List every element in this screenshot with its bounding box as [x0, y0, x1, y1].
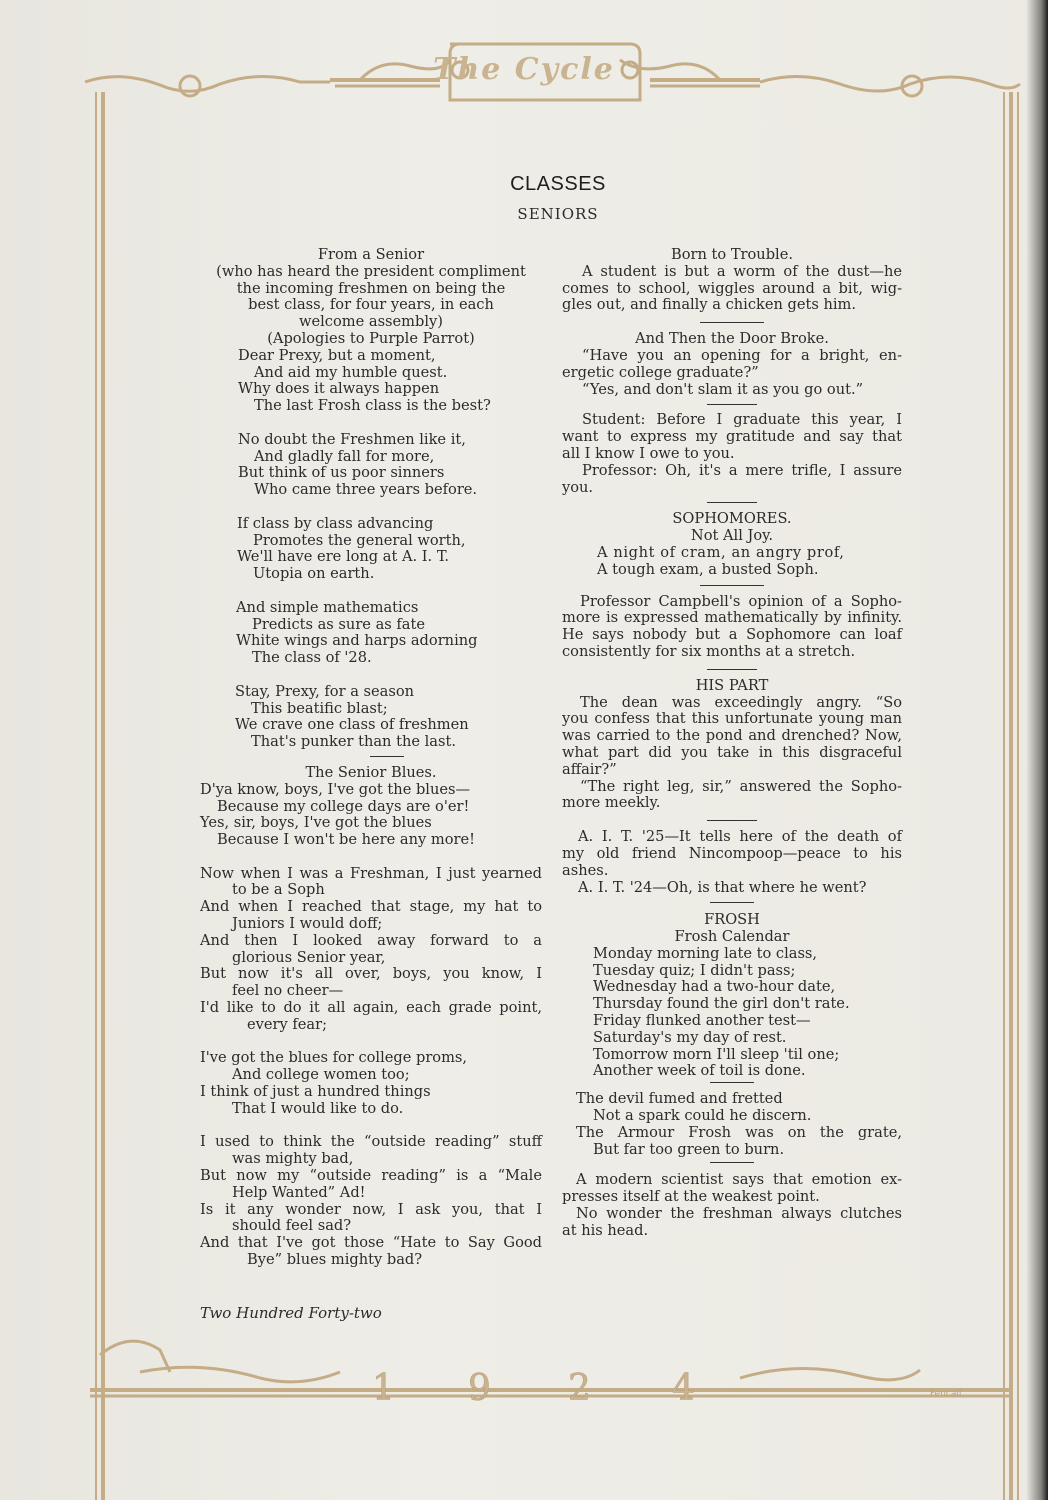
artist-signature: Fencall [930, 1389, 962, 1399]
prose-line: “The right leg, sir,” answered the Sopho- [580, 777, 902, 795]
verse-line: glorious Senior year, [232, 948, 386, 966]
intro-line: (Apologies to Purple Parrot) [267, 329, 475, 347]
poem-heading-senior-blues: The Senior Blues. [305, 763, 437, 781]
subheading-not-all-joy: Not All Joy. [690, 527, 774, 545]
prose-line: you confess that this unfortunate young man [562, 710, 902, 728]
verse-line: The devil fumed and fretted [576, 1090, 783, 1108]
prose-line: you. [562, 478, 594, 496]
frosh-calendar [562, 946, 902, 1080]
verse-line: Promotes the general worth, [253, 531, 466, 549]
prose-line: all I know I owe to you. [562, 444, 735, 462]
prose-line: He says nobody but a Sophomore can loaf [562, 626, 902, 644]
verse-line: Another week of toil is done. [593, 1062, 806, 1080]
prose-line: presses itself at the weakest point. [562, 1188, 820, 1206]
verse-line: That's punker than the last. [251, 733, 456, 751]
verse-line: Who came three years before. [254, 481, 478, 499]
prose-line: “Have you an opening for a bright, en- [582, 346, 902, 364]
verse-line: And that I've got those “Hate to Say Good [200, 1234, 542, 1252]
right-column [562, 247, 902, 1240]
prose-line: want to express my gratitude and say that [562, 428, 902, 446]
verse-line: I think of just a hundred things [200, 1083, 431, 1101]
verse-line: feel no cheer— [232, 982, 344, 1000]
verse-line: We crave one class of freshmen [235, 716, 469, 734]
intro-line: welcome assembly) [299, 313, 443, 331]
verse-line: should feel sad? [232, 1217, 352, 1235]
verse-line: And then I looked away forward to a [200, 931, 542, 949]
prose-line: was carried to the pond and drenched? Now, [562, 727, 902, 745]
verse-line: Tomorrow morn I'll sleep 'til one; [593, 1045, 840, 1063]
intro-line: best class, for four years, in each [248, 296, 494, 314]
verse-line: I used to think the “outside reading” stuff [200, 1133, 542, 1151]
verse-line: Predicts as sure as fate [252, 615, 426, 633]
prose-line: affair?” [562, 760, 617, 778]
verse-line: Bye” blues mighty bad? [247, 1251, 423, 1269]
verse-line: But now it's all over, boys, you know, I [200, 965, 542, 983]
prose-line: ergetic college graduate?” [562, 363, 759, 381]
verse-line: And aid my humble quest. [254, 363, 448, 381]
verse-line: And simple mathematics [236, 598, 419, 616]
stanza [200, 432, 542, 499]
prose-line: consistently for six months at a stretch. [562, 642, 856, 660]
year-digit-2: 9 [468, 1368, 491, 1409]
heading-frosh: FROSH [704, 911, 760, 929]
verse-line: Juniors I would doff; [232, 915, 383, 933]
verse-line: No doubt the Freshmen like it, [238, 430, 466, 448]
devil-poem [562, 1091, 902, 1158]
prose-line: A. I. T. '24—Oh, is that where he went? [578, 878, 867, 896]
verse-line: D'ya know, boys, I've got the blues— [200, 780, 471, 798]
section-divider [710, 902, 754, 903]
prose-line: at his head. [562, 1221, 649, 1239]
verse-line: Now when I was a Freshman, I just yearned [200, 864, 542, 882]
section-divider [710, 1082, 754, 1083]
prose-line: ashes. [562, 861, 609, 879]
verse-line: A tough exam, a busted Soph. [597, 560, 819, 578]
prose-line: more meekly. [562, 794, 661, 812]
prose-line: comes to school, wiggles around a bit, wig- [562, 279, 902, 297]
publication-title: The Cycle [433, 52, 615, 87]
verse-line: This beatific blast; [251, 699, 388, 717]
verse-line: was mighty bad, [232, 1150, 354, 1168]
verse-line: White wings and harps adorning [236, 632, 478, 650]
verse-line: Wednesday had a two-hour date, [593, 978, 836, 996]
verse-line: Dear Prexy, but a moment, [238, 346, 436, 364]
prose-line: The dean was exceedingly angry. “So [580, 693, 902, 711]
verse-line: Because my college days are o'er! [217, 797, 470, 815]
heading-sophomores: SOPHOMORES. [672, 510, 792, 528]
prose-line: No wonder the freshman always clutches [576, 1205, 902, 1223]
verse-line: Tuesday quiz; I didn't pass; [593, 961, 796, 979]
verse-line: Help Wanted” Ad! [232, 1183, 366, 1201]
verse-line: Thursday found the girl don't rate. [593, 995, 850, 1013]
stanza [200, 600, 542, 667]
section-divider [707, 669, 757, 670]
page-title: CLASSES [510, 173, 606, 195]
verse-line: The last Frosh class is the best? [254, 397, 491, 415]
section-divider [700, 322, 764, 323]
intro-line: (who has heard the president compliment [216, 262, 526, 280]
verse-line: A night of cram, an angry prof, [597, 543, 845, 561]
verse-line: That I would like to do. [232, 1099, 404, 1117]
section-divider [707, 502, 757, 503]
prose-line: Student: Before I graduate this year, I [582, 411, 902, 429]
prose-line: gles out, and finally a chicken gets him. [562, 296, 857, 314]
binding-shadow [1026, 0, 1048, 1500]
stanza [200, 516, 542, 583]
verse-line: If class by class advancing [237, 514, 434, 532]
prose-line: my old friend Nincompoop—peace to his [562, 844, 902, 862]
prose-line: what part did you take in this disgraceful [562, 743, 902, 761]
heading-his-part: HIS PART [695, 676, 769, 694]
prose-line: A. I. T. '25—It tells here of the death of [578, 828, 902, 846]
verse-line: The Armour Frosh was on the grate, [576, 1123, 902, 1141]
verse-line: But far too green to burn. [593, 1140, 785, 1158]
verse-line: We'll have ere long at A. I. T. [237, 548, 450, 566]
page-number-footer: Two Hundred Forty-two [200, 1304, 382, 1322]
section-divider [700, 585, 764, 586]
verse-line: Monday morning late to class, [593, 944, 818, 962]
intro-line: the incoming freshmen on being the [236, 279, 506, 297]
verse-line: Why does it always happen [238, 380, 440, 398]
verse-line: And college women too; [232, 1066, 410, 1084]
year-digit-3: 2 [568, 1368, 591, 1409]
verse-line: Utopia on earth. [253, 565, 375, 583]
blues-verse [200, 1134, 542, 1268]
verse-line: I've got the blues for college proms, [200, 1049, 468, 1067]
stanza [200, 348, 542, 415]
section-divider [710, 1162, 754, 1163]
blues-verse [200, 1050, 542, 1117]
poem-heading-from-a-senior: From a Senior [317, 246, 425, 263]
heading-born-to-trouble: Born to Trouble. [671, 246, 793, 263]
year-digit-1: 1 [372, 1368, 395, 1409]
verse-line: I'd like to do it all again, each grade point, [200, 999, 542, 1017]
year-digit-4: 4 [672, 1368, 695, 1409]
prose-line: more is expressed mathematically by infinity. [562, 609, 902, 627]
blues-verse [200, 866, 542, 1034]
verse-line: The class of '28. [252, 649, 372, 667]
prose-line: A student is but a worm of the dust—he [582, 262, 902, 280]
prose-line: “Yes, and don't slam it as you go out.” [582, 380, 864, 398]
heading-door-broke: And Then the Door Broke. [635, 330, 829, 348]
verse-line: every fear; [247, 1015, 328, 1033]
left-column [200, 247, 542, 1269]
verse-line: Friday flunked another test— [593, 1012, 811, 1030]
section-divider [370, 756, 404, 757]
verse-line: to be a Soph [232, 881, 325, 899]
verse-line: Stay, Prexy, for a season [235, 682, 415, 700]
section-subtitle-seniors: SENIORS [517, 205, 599, 223]
verse-line: And when I reached that stage, my hat to [200, 898, 542, 916]
section-divider [707, 820, 757, 821]
verse-line: And gladly fall for more, [254, 447, 435, 465]
verse-line: But think of us poor sinners [238, 464, 445, 482]
verse-line: Not a spark could he discern. [593, 1107, 812, 1125]
verse-line: Saturday's my day of rest. [593, 1028, 787, 1046]
stanza [200, 684, 542, 751]
verse-line: Because I won't be here any more! [217, 831, 475, 849]
section-divider [707, 404, 757, 405]
verse-line: Is it any wonder now, I ask you, that I [200, 1200, 542, 1218]
prose-line: Professor Campbell's opinion of a Sopho- [580, 592, 902, 610]
verse-line: Yes, sir, boys, I've got the blues [200, 814, 432, 832]
verse-line: But now my “outside reading” is a “Male [200, 1167, 542, 1185]
prose-line: Professor: Oh, it's a mere trifle, I assure [582, 461, 902, 479]
blues-chorus [200, 782, 542, 849]
subheading-frosh-calendar: Frosh Calendar [674, 928, 790, 946]
prose-line: A modern scientist says that emotion ex- [576, 1171, 902, 1189]
